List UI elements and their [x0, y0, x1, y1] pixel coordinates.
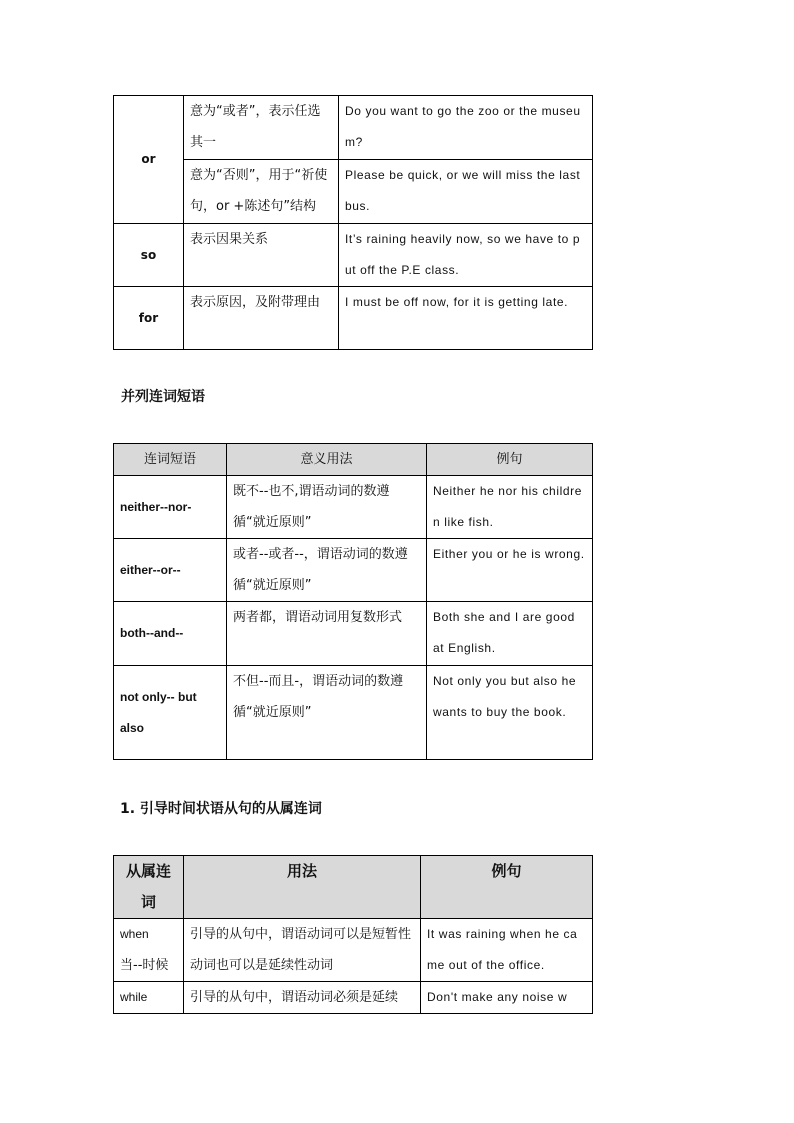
usage-cell: 或者--或者--，谓语动词的数遵循“就近原则” [227, 539, 427, 602]
usage-cell: 既不--也不,谓语动词的数遵循“就近原则” [227, 476, 427, 539]
usage-cell: 意为“否则”，用于“祈使句，or +陈述句”结构 [184, 160, 339, 224]
word-or: or [141, 152, 156, 166]
word-cell [114, 96, 184, 224]
example-cell: I must be off now, for it is getting late. [339, 287, 593, 350]
example-cell: Neither he nor his children like fish. [427, 476, 593, 539]
word-cell [114, 982, 184, 1014]
column-header: 连词短语 [114, 444, 227, 476]
column-header: 从属连词 [114, 856, 184, 919]
word-while: while [120, 990, 148, 1004]
usage-cell: 表示原因，及附带理由 [184, 287, 339, 350]
usage-cell: 引导的从句中，谓语动词必须是延续 [184, 982, 421, 1014]
example-cell: Not only you but also he wants to buy the book. [427, 666, 593, 760]
conjunction-phrase-table [113, 443, 593, 760]
word-meaning: 当--时候 [120, 958, 169, 973]
phrase-cell: both--and-- [114, 602, 227, 666]
column-header: 例句 [427, 444, 593, 476]
column-header: 意义用法 [227, 444, 427, 476]
example-cell: It’s raining heavily now, so we have to put off the P.E class. [339, 224, 593, 287]
usage-cell: 意为“或者”，表示任选其一 [184, 96, 339, 160]
example-cell: It was raining when he came out of the office. [421, 919, 593, 982]
usage-cell: 引导的从句中，谓语动词可以是短暂性动词也可以是延续性动词 [184, 919, 421, 982]
phrase-cell: not only-- but also [114, 666, 227, 760]
word-when: when [120, 927, 149, 941]
section-heading: 1. 引导时间状语从句的从属连词 [120, 801, 322, 817]
usage-cell: 两者都，谓语动词用复数形式 [227, 602, 427, 666]
example-cell: Both she and I are good at English. [427, 602, 593, 666]
section-heading: 并列连词短语 [121, 389, 205, 405]
conjunction-table-continued [113, 95, 593, 350]
word-cell: so [114, 224, 184, 287]
usage-cell: 表示因果关系 [184, 224, 339, 287]
word-cell [114, 919, 184, 982]
example-cell: Either you or he is wrong. [427, 539, 593, 602]
example-cell: Do you want to go the zoo or the museum? [339, 96, 593, 160]
column-header: 用法 [184, 856, 421, 919]
phrase-cell: neither--nor- [114, 476, 227, 539]
phrase-cell: either--or-- [114, 539, 227, 602]
example-cell: Please be quick, or we will miss the last bus. [339, 160, 593, 224]
usage-cell: 不但--而且-，谓语动词的数遵循“就近原则” [227, 666, 427, 760]
column-header: 例句 [421, 856, 593, 919]
example-cell: Don't make any noise w [421, 982, 593, 1014]
subordinating-conjunction-table [113, 855, 593, 1014]
word-cell: for [114, 287, 184, 350]
